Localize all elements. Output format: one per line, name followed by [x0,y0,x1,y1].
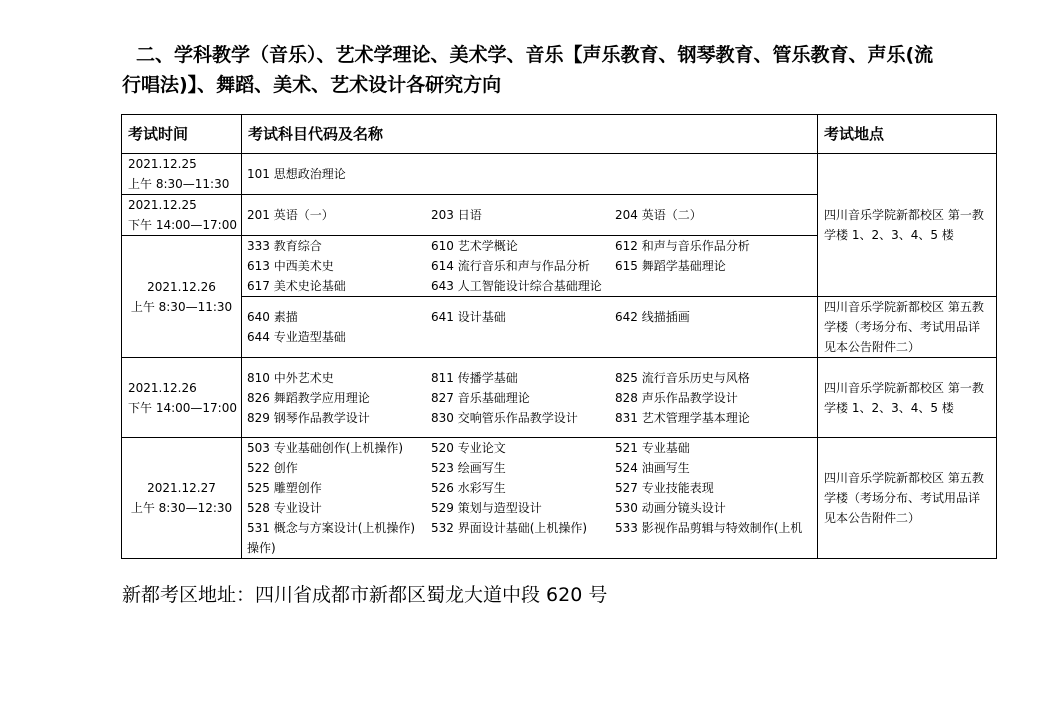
subject-item: 826 舞蹈教学应用理论 [247,390,370,405]
subject-item: 811 传播学基础 [431,370,518,385]
subject-item: 203 日语 [431,208,482,222]
heading-line-1: 二、学科教学（音乐）、艺术学理论、美术学、音乐【声乐教育、钢琴教育、管乐教育、声乐(流 [136,44,934,66]
subject-item: 524 油画写生 [615,461,690,475]
subject-item: 642 线描插画 [615,310,690,324]
exam-address: 新都考区地址：四川省成都市新都区蜀龙大道中段 620 号 [122,584,608,606]
subject-item: 644 专业造型基础 [247,330,346,344]
subject-item: 530 动画分镜头设计 [615,501,726,515]
subject-item: 614 流行音乐和声与作品分析 [431,259,590,273]
subject-item: 640 素描 [247,310,298,324]
exam-date: 2021.12.25 [128,157,197,171]
subject-item: 615 舞蹈学基础理论 [615,259,726,273]
location-cell: 四川音乐学院新都校区 第五教学楼（考场分布、考试用品详见本公告附件二） [818,438,997,559]
exam-hours: 上午 8:30—11:30 [128,177,230,191]
subject-item: 527 专业技能表现 [615,481,714,495]
subject-item: 520 专业论文 [431,441,506,455]
subject-item: 827 音乐基础理论 [431,390,530,405]
subject-item: 533 影视作品剪辑与特效制作(上机 [615,521,803,535]
subject-item: 526 水彩写生 [431,481,506,495]
subject-item: 523 绘画写生 [431,461,506,475]
subject-item: 333 教育综合 [247,239,322,253]
exam-date: 2021.12.26 [147,279,216,294]
location-cell: 四川音乐学院新都校区 第一教学楼 1、2、3、4、5 楼 [818,154,997,297]
subjects-cell [242,236,818,297]
subjects-cell [242,358,818,438]
exam-schedule-table [121,114,997,559]
exam-time-cell [122,195,242,236]
location-cell: 四川音乐学院新都校区 第五教学楼（考场分布、考试用品详见本公告附件二） [818,297,997,358]
subject-item: 830 交响管乐作品教学设计 [431,410,578,425]
exam-time-cell [122,154,242,195]
subject-item: 612 和声与音乐作品分析 [615,239,750,253]
subject-item: 201 英语（一） [247,208,334,222]
subject-item: 613 中西美术史 [247,259,334,273]
subject-item-continuation: 操作) [247,541,276,555]
table-row [122,297,997,358]
exam-hours: 上午 8:30—12:30 [130,501,233,515]
exam-date: 2021.12.26 [128,380,197,395]
subject-item: 503 专业基础创作(上机操作) [247,441,404,455]
exam-time-cell [122,236,242,358]
subject-item: 610 艺术学概论 [431,239,518,253]
subjects-cell [242,297,818,358]
subjects-cell [242,195,818,236]
table-header-row [122,115,997,154]
section-heading [122,40,1002,100]
subject-item: 532 界面设计基础(上机操作) [431,521,588,535]
exam-date: 2021.12.27 [147,481,216,495]
subject-item: 521 专业基础 [615,441,690,455]
subject-item: 522 创作 [247,461,298,475]
subject-item: 825 流行音乐历史与风格 [615,370,750,385]
table-row [122,154,997,195]
exam-hours: 下午 14:00—17:00 [128,400,237,415]
subject-item: 101 思想政治理论 [247,167,346,181]
header-exam-time: 考试时间 [122,115,242,154]
exam-hours: 上午 8:30—11:30 [130,299,233,314]
subject-item: 831 艺术管理学基本理论 [615,410,750,425]
subject-item: 828 声乐作品教学设计 [615,390,738,405]
subject-item: 528 专业设计 [247,501,322,515]
table-row [122,438,997,559]
exam-date: 2021.12.25 [128,198,197,212]
subject-item: 643 人工智能设计综合基础理论 [431,279,602,293]
subject-item: 531 概念与方案设计(上机操作) [247,521,416,535]
subject-item: 529 策划与造型设计 [431,501,542,515]
table-row [122,358,997,438]
subject-item: 829 钢琴作品教学设计 [247,410,370,425]
location-cell: 四川音乐学院新都校区 第一教学楼 1、2、3、4、5 楼 [818,358,997,438]
subject-item: 204 英语（二） [615,208,702,222]
heading-line-2: 行唱法)】、舞蹈、美术、艺术设计各研究方向 [122,74,502,96]
subject-item: 641 设计基础 [431,310,506,324]
exam-hours: 下午 14:00—17:00 [128,218,237,232]
exam-time-cell [122,438,242,559]
header-location: 考试地点 [818,115,997,154]
subjects-cell [242,154,818,195]
subject-item: 525 雕塑创作 [247,481,322,495]
header-subjects: 考试科目代码及名称 [242,115,818,154]
subject-item: 617 美术史论基础 [247,279,346,293]
subject-item: 810 中外艺术史 [247,370,334,385]
exam-time-cell [122,358,242,438]
subjects-cell [242,438,818,559]
